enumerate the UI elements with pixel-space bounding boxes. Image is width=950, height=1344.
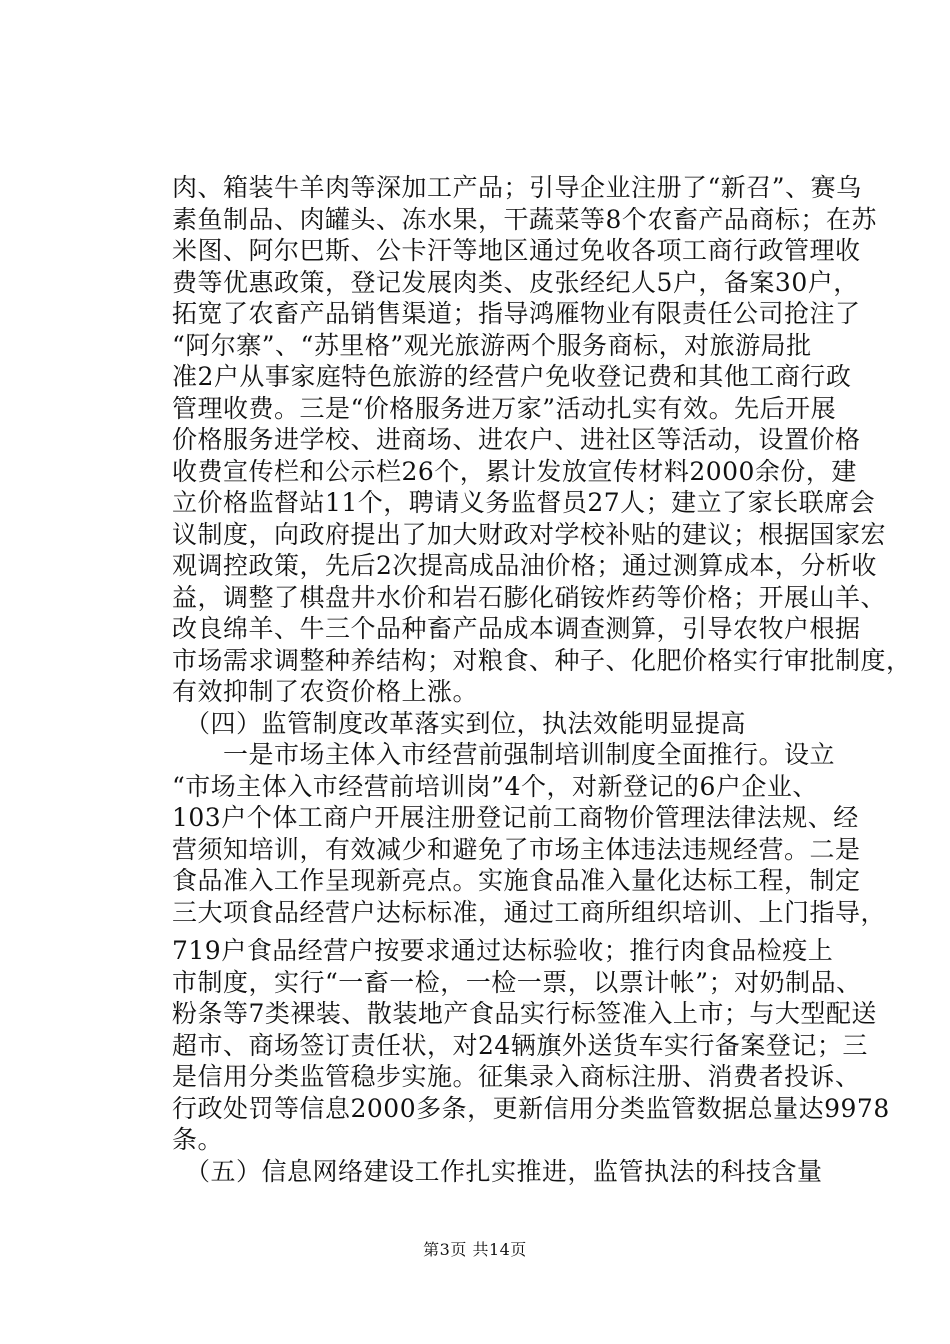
section-heading-5: （五）信息网络建设工作扎实推进，监管执法的科技含量 <box>172 1156 823 1186</box>
paragraph-line: 观调控政策，先后2次提高成品油价格；通过测算成本，分析收 <box>172 551 877 580</box>
paragraph-line: “阿尔寨”、“苏里格”观光旅游两个服务商标，对旅游局批 <box>172 330 812 360</box>
paragraph-line: 行政处罚等信息2000多条，更新信用分类监管数据总量达9978 <box>172 1093 890 1123</box>
paragraph-line: 超市、商场签订责任状，对24辆旗外送货车实行备案登记；三 <box>172 1030 868 1060</box>
paragraph-line: 市制度，实行“一畜一检，一检一票，以票计帐”；对奶制品、 <box>172 967 862 997</box>
paragraph-line: 价格服务进学校、进商场、进农户、进社区等活动，设置价格 <box>172 425 861 454</box>
paragraph-line: 收费宣传栏和公示栏26个，累计发放宣传材料2000余份，建 <box>172 456 857 486</box>
paragraph-line: 肉、箱装牛羊肉等深加工产品；引导企业注册了“新召”、赛乌 <box>172 173 862 202</box>
paragraph-line: 米图、阿尔巴斯、公卡汗等地区通过免收各项工商行政管理收 <box>172 236 861 265</box>
paragraph-line: 有效抑制了农资价格上涨。 <box>172 677 479 706</box>
paragraph-line: 益，调整了棋盘井水价和岩石膨化硝铵炸药等价格；开展山羊、 <box>172 582 887 612</box>
page-number-label: 第3页 共14页 <box>423 1240 527 1259</box>
text-block-lower <box>172 935 890 1187</box>
paragraph-line: 拓宽了农畜产品销售渠道；指导鸿雁物业有限责任公司抢注了 <box>172 299 861 328</box>
page-footer <box>0 1240 950 1260</box>
paragraph-line: “市场主体入市经营前培训岗”4个，对新登记的6户企业、 <box>172 771 818 801</box>
paragraph-line: 一是市场主体入市经营前强制培训制度全面推行。设立 <box>172 740 836 769</box>
paragraph-line: 立价格监督站11个，聘请义务监督员27人；建立了家长联席会 <box>172 488 876 517</box>
paragraph-line: 议制度，向政府提出了加大财政对学校补贴的建议；根据国家宏 <box>172 519 887 549</box>
paragraph-line: 103户个体工商户开展注册登记前工商物价管理法律法规、经 <box>172 803 859 832</box>
paragraph-line: 719户食品经营户按要求通过达标验收；推行肉食品检疫上 <box>172 936 834 965</box>
paragraph-line: 管理收费。三是“价格服务进万家”活动扎实有效。先后开展 <box>172 393 837 423</box>
paragraph-line: 营须知培训，有效减少和避免了市场主体违法违规经营。二是 <box>172 834 861 864</box>
paragraph-line: 粉条等7类裸装、散装地产食品实行标签准入上市；与大型配送 <box>172 999 877 1028</box>
paragraph-line: 条。 <box>172 1125 224 1154</box>
paragraph-line: 食品准入工作呈现新亮点。实施食品准入量化达标工程，制定 <box>172 866 861 895</box>
paragraph-line: 市场需求调整种养结构；对粮食、种子、化肥价格实行审批制度， <box>172 645 912 675</box>
paragraph-line: 素鱼制品、肉罐头、冻水果，干蔬菜等8个农畜产品商标；在苏 <box>172 204 877 234</box>
text-block-upper <box>172 172 912 928</box>
paragraph-line: 改良绵羊、牛三个品种畜产品成本调查测算，引导农牧户根据 <box>172 614 861 643</box>
section-heading-4: （四）监管制度改革落实到位，执法效能明显提高 <box>172 708 747 738</box>
paragraph-line: 费等优惠政策，登记发展肉类、皮张经纪人5户，备案30户， <box>172 267 859 297</box>
paragraph-line: 是信用分类监管稳步实施。征集录入商标注册、消费者投诉、 <box>172 1062 861 1091</box>
paragraph-line: 三大项食品经营户达标标准，通过工商所组织培训、上门指导， <box>172 897 887 927</box>
paragraph-line: 准2户从事家庭特色旅游的经营户免收登记费和其他工商行政 <box>172 362 852 391</box>
